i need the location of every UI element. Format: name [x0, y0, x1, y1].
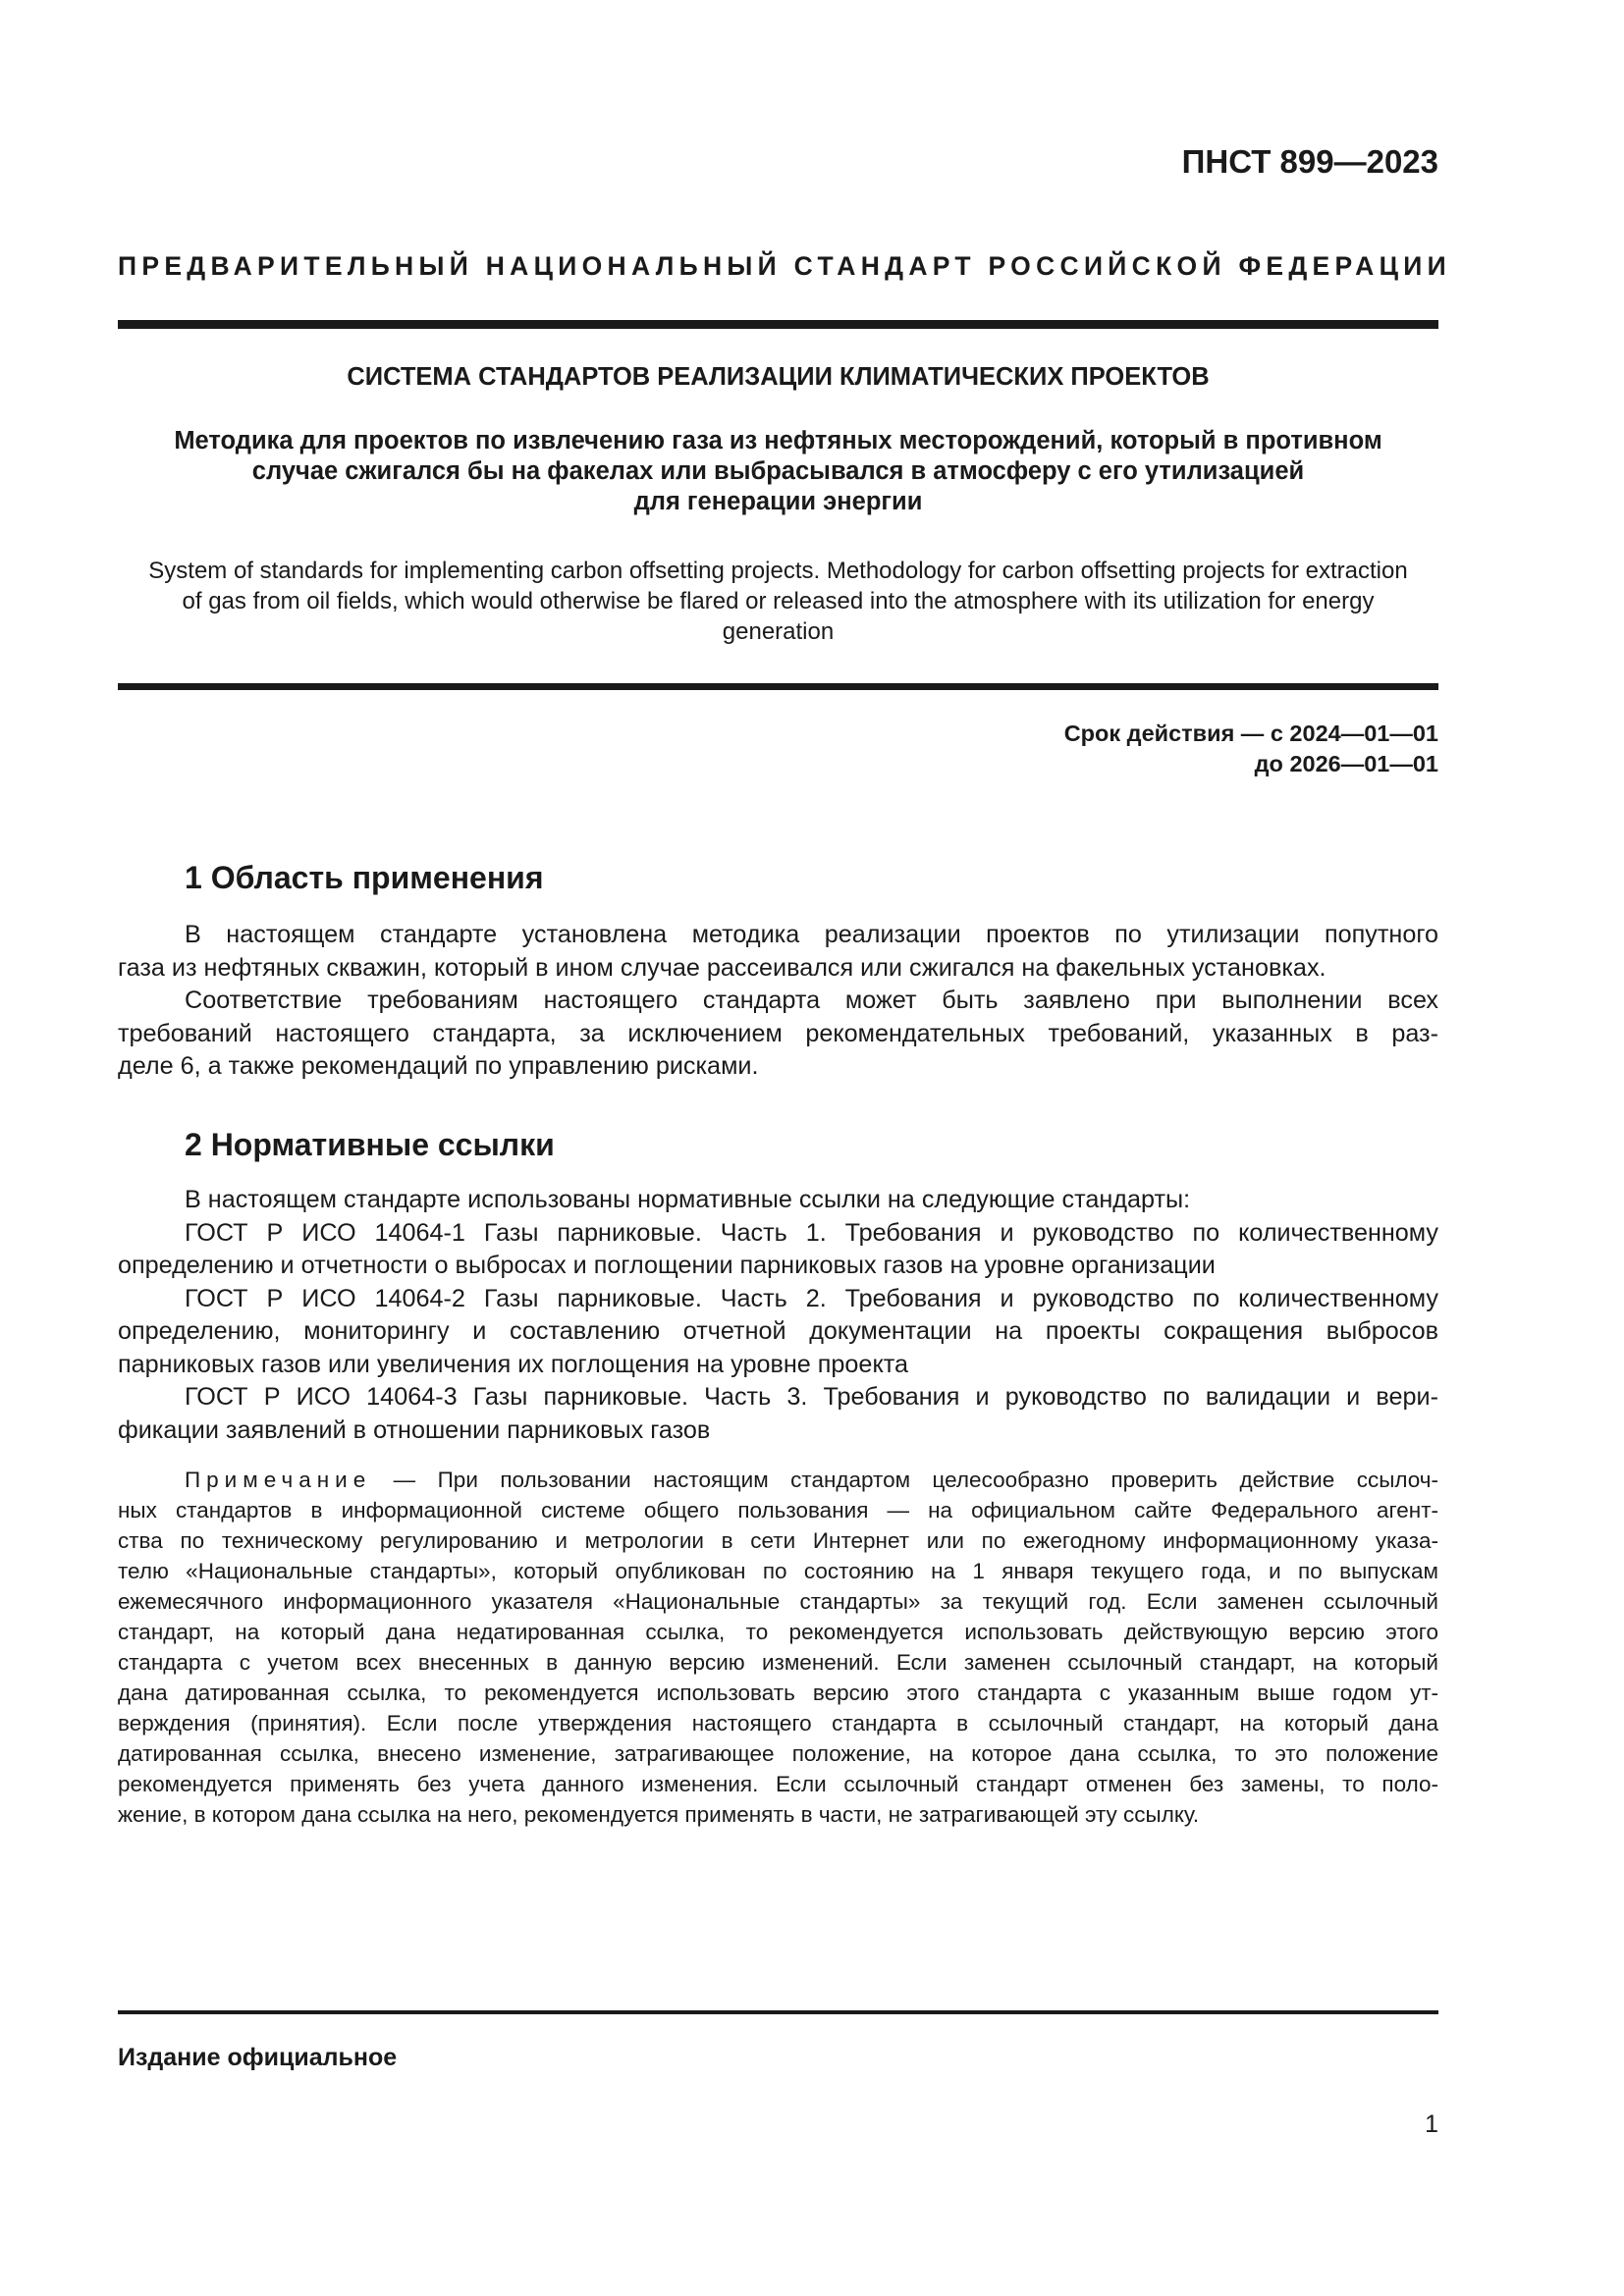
note-line: рекомендуется применять без учета данного изменения. Если ссылочный стандарт отменен без замены, то поло-	[118, 1772, 1438, 1796]
reference-note	[118, 1465, 1438, 1830]
system-title: СИСТЕМА СТАНДАРТОВ РЕАЛИЗАЦИИ КЛИМАТИЧЕСКИХ ПРОЕКТОВ	[347, 363, 1210, 391]
english-title-line: generation	[722, 618, 835, 645]
paragraph-line: требований настоящего стандарта, за исключением рекомендательных требований, указанных в раз-	[118, 1019, 1438, 1047]
section-1-heading: 1 Область применения	[185, 860, 544, 895]
note-line: ежемесячного информационного указателя «Национальные стандарты» за текущий год. Если заменен ссылочный	[118, 1589, 1438, 1614]
edition-label: Издание официальное	[118, 2044, 398, 2071]
standard-category-title: ПРЕДВАРИТЕЛЬНЫЙ НАЦИОНАЛЬНЫЙ СТАНДАРТ РОССИЙСКОЙ ФЕДЕРАЦИИ	[118, 251, 1451, 281]
note-line: датированная ссылка, внесено изменение, затрагивающее положение, на которое дана ссылка, то это положение	[118, 1741, 1438, 1766]
reference-line: определению и отчетности о выбросах и поглощении парниковых газов на уровне организации	[118, 1252, 1216, 1279]
note-line: ства по техническому регулированию и метрологии в сети Интернет или по ежегодному информационному указа-	[118, 1528, 1438, 1553]
note-text: — При пользовании настоящим стандартом целесообразно проверить действие ссылоч-	[371, 1468, 1438, 1492]
english-title-line: of gas from oil fields, which would otherwise be flared or released into the atmosphere with its utilization for energy	[182, 588, 1375, 614]
note-line: жение, в котором дана ссылка на него, рекомендуется применять в части, не затрагивающей эту ссылку.	[118, 1802, 1200, 1827]
section-2-heading: 2 Нормативные ссылки	[185, 1127, 555, 1162]
note-line: верждения (принятия). Если после утверждения настоящего стандарта в ссылочный стандарт, на который дана	[118, 1711, 1438, 1735]
note-line: ных стандартов в информационной системе общего пользования — на официальном сайте Федерального агент-	[118, 1498, 1438, 1522]
footer-rule	[118, 2010, 1438, 2014]
paragraph-line: деле 6, а также рекомендаций по управлению рисками.	[118, 1052, 759, 1080]
method-title-line: для генерации энергии	[633, 488, 923, 515]
note-line	[118, 1465, 1438, 1495]
note-line: стандарта с учетом всех внесенных в данную версию изменений. Если заменен ссылочный стандарт, на который	[118, 1650, 1438, 1675]
reference-line: определению, мониторингу и составлению отчетной документации на проекты сокращения выбросов	[118, 1317, 1438, 1345]
reference-line: ГОСТ Р ИСО 14064-2 Газы парниковые. Часть 2. Требования и руководство по количественному	[185, 1284, 1438, 1312]
note-line: дана датированная ссылка, то рекомендуется использовать версию этого стандарта с указанным выше годом ут-	[118, 1681, 1438, 1705]
reference-line: ГОСТ Р ИСО 14064-3 Газы парниковые. Часть 3. Требования и руководство по валидации и вери-	[185, 1383, 1438, 1411]
english-title-line: System of standards for implementing carbon offsetting projects. Methodology for carbon offsetting projects for extraction	[148, 558, 1408, 584]
document-page	[118, 0, 1451, 2296]
reference-line: парниковых газов или увеличения их поглощения на уровне проекта	[118, 1350, 909, 1378]
document-number: ПНСТ 899—2023	[1181, 143, 1438, 180]
note-line: стандарт, на который дана недатированная ссылка, то рекомендуется использовать действующую версию этого	[118, 1620, 1438, 1644]
method-title-line: случае сжигался бы на факелах или выбрасывался в атмосферу с его утилизацией	[251, 457, 1305, 485]
section-2-body	[118, 1184, 1438, 1447]
note-line: телю «Национальные стандарты», который опубликован по состоянию на 1 января текущего года, и по выпускам	[118, 1559, 1438, 1583]
reference-line: ГОСТ Р ИСО 14064-1 Газы парниковые. Часть 1. Требования и руководство по количественному	[185, 1218, 1438, 1247]
paragraph-line: В настоящем стандарте установлена методика реализации проектов по утилизации попутного	[185, 921, 1438, 948]
section-1-body	[118, 919, 1438, 1084]
paragraph-line: В настоящем стандарте использованы нормативные ссылки на следующие стандарты:	[185, 1186, 1191, 1213]
validity-from: Срок действия — с 2024—01—01	[1063, 721, 1438, 746]
validity-to: до 2026—01—01	[1254, 751, 1438, 776]
top-rule	[118, 320, 1438, 329]
english-title	[118, 556, 1438, 647]
page-number: 1	[1425, 2110, 1438, 2138]
note-label: Примечание	[185, 1468, 372, 1492]
paragraph-line: Соответствие требованиям настоящего стандарта может быть заявлено при выполнении всех	[185, 987, 1438, 1014]
middle-rule	[118, 683, 1438, 690]
method-title-line: Методика для проектов по извлечению газа из нефтяных месторождений, который в противном	[174, 427, 1382, 454]
paragraph-line: газа из нефтяных скважин, который в ином случае рассеивался или сжигался на факельных установках.	[118, 953, 1326, 982]
reference-line: фикации заявлений в отношении парниковых газов	[118, 1415, 711, 1444]
validity-period	[1064, 719, 1438, 779]
method-title	[118, 426, 1438, 517]
